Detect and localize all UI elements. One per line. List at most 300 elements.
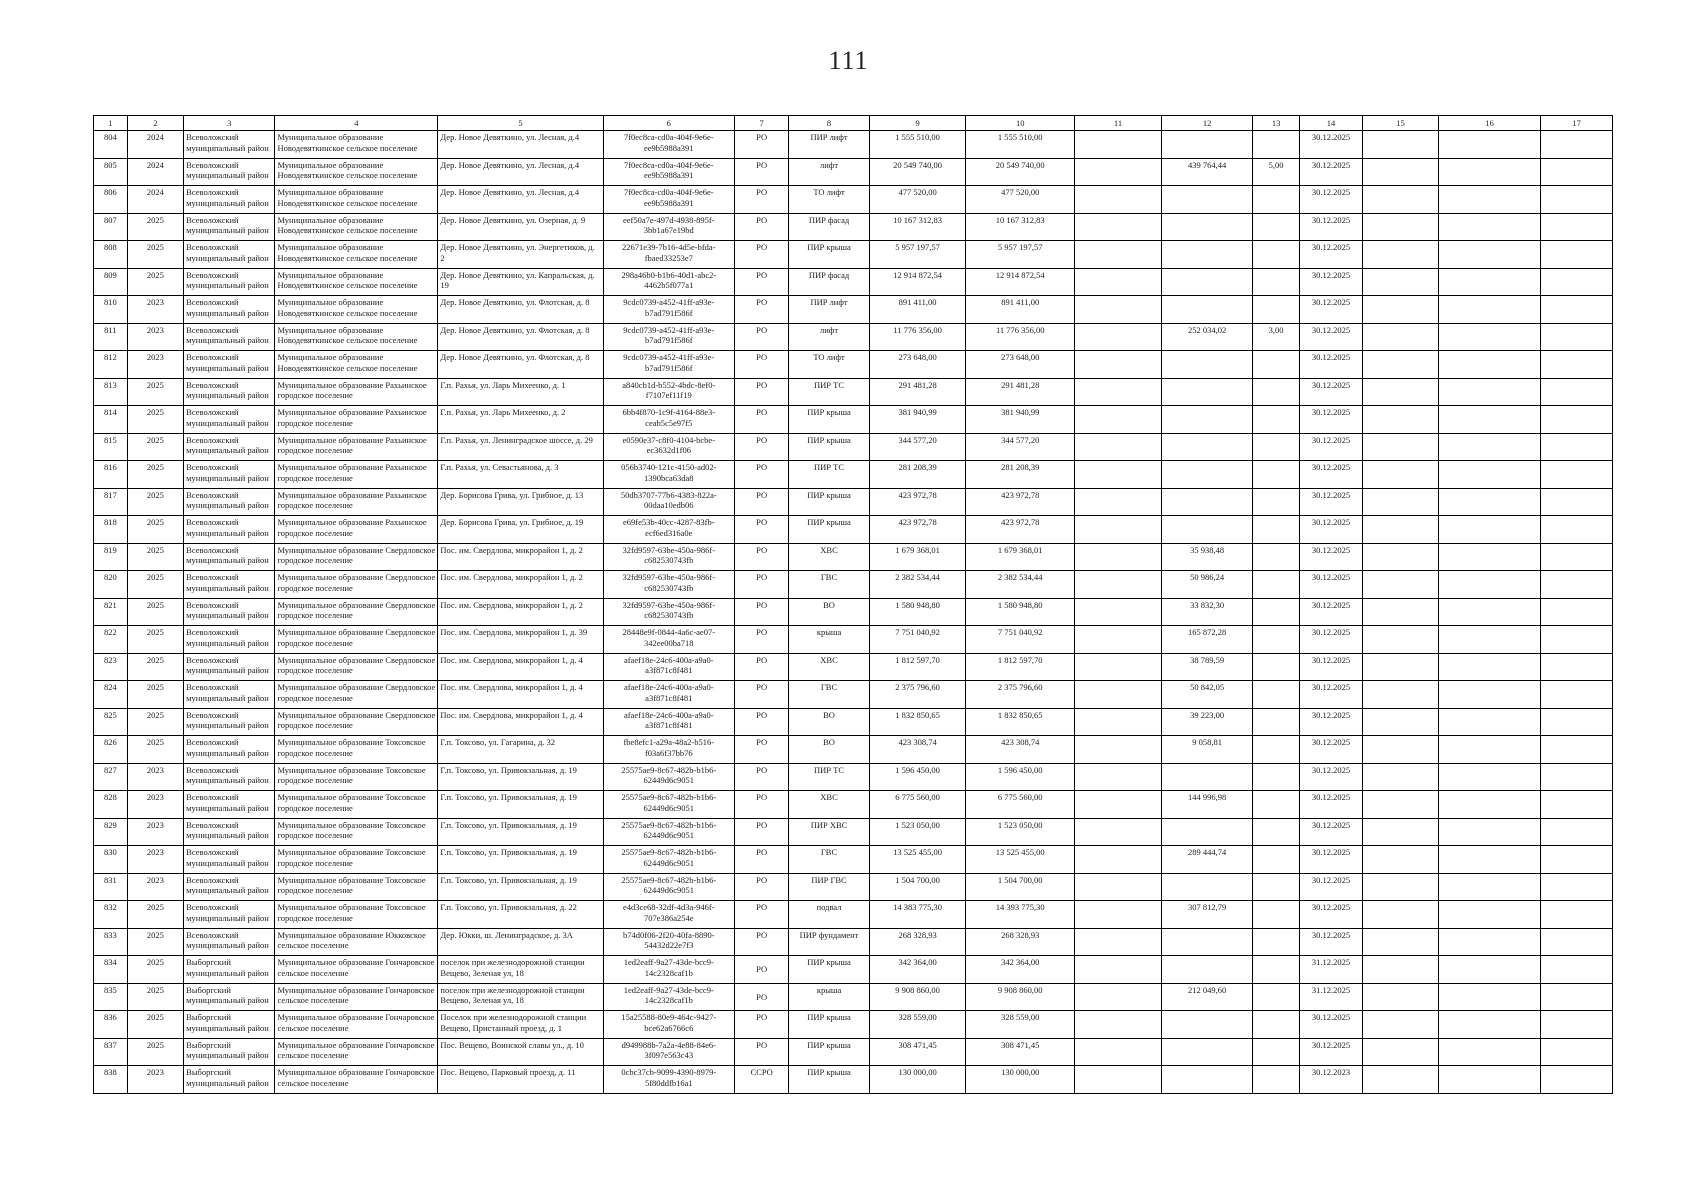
cell-guid: 15a25588-80e9-464c-9427-bce62a6766c6 — [603, 1011, 734, 1039]
cell-guid: 25575ae9-8c67-482b-b1b6-62449d6c9051 — [603, 818, 734, 846]
cell-col-13 — [1253, 983, 1300, 1011]
cell-work-type: ПИР ХВС — [789, 818, 869, 846]
column-header: 1 — [94, 116, 128, 131]
cell-address: Дер. Новое Девяткино, ул. Лесная, д.4 — [438, 186, 603, 214]
cell-number: 805 — [94, 158, 128, 186]
cell-guid: 6bb4f870-1c9f-4164-88e3-ceab5c5e97f5 — [603, 406, 734, 434]
cell-guid: afaef18e-24c6-400a-a9a0-a3f871c8f481 — [603, 681, 734, 709]
cell-col-13: 3,00 — [1253, 323, 1300, 351]
cell-source: РО — [735, 983, 789, 1011]
cell-col-16 — [1439, 901, 1541, 929]
cell-col-15 — [1362, 818, 1438, 846]
cell-col-15 — [1362, 708, 1438, 736]
cell-col-12 — [1161, 956, 1252, 984]
cell-col-17 — [1541, 433, 1613, 461]
cell-district: Всеволожский муниципальный район — [184, 653, 275, 681]
cell-guid: 32fd9597-63be-450a-986f-c682530743fb — [603, 598, 734, 626]
cell-district: Всеволожский муниципальный район — [184, 736, 275, 764]
cell-col-13 — [1253, 378, 1300, 406]
cell-source: РО — [735, 653, 789, 681]
cell-col-15 — [1362, 653, 1438, 681]
table-row — [94, 406, 1613, 434]
cell-source: РО — [735, 241, 789, 269]
cell-number: 836 — [94, 1011, 128, 1039]
cell-source: РО — [735, 488, 789, 516]
cell-col-17 — [1541, 983, 1613, 1011]
cell-address: Дер. Новое Девяткино, ул. Озерная, д. 9 — [438, 213, 603, 241]
column-header: 7 — [735, 116, 789, 131]
cell-col-12 — [1161, 461, 1252, 489]
cell-source: РО — [735, 736, 789, 764]
cell-col-12: 439 764,44 — [1161, 158, 1252, 186]
cell-col-16 — [1439, 241, 1541, 269]
cell-col-12 — [1161, 516, 1252, 544]
cell-deadline: 30.12.2025 — [1299, 296, 1362, 324]
cell-municipality: Муниципальное образование Свердловское городское поселение — [275, 653, 438, 681]
cell-cost-total: 1 812 597,70 — [966, 653, 1075, 681]
cell-col-15 — [1362, 433, 1438, 461]
cell-deadline: 31.12.2025 — [1299, 956, 1362, 984]
cell-col-12 — [1161, 763, 1252, 791]
cell-source: РО — [735, 846, 789, 874]
cell-guid: afaef18e-24c6-400a-a9a0-a3f871c8f481 — [603, 708, 734, 736]
cell-cost: 344 577,20 — [869, 433, 966, 461]
cell-source: РО — [735, 818, 789, 846]
cell-municipality: Муниципальное образование Свердловское городское поселение — [275, 626, 438, 654]
cell-col-15 — [1362, 186, 1438, 214]
cell-municipality: Муниципальное образование Токсовское городское поселение — [275, 846, 438, 874]
cell-col-16 — [1439, 571, 1541, 599]
cell-municipality: Муниципальное образование Гончаровское сельское поселение — [275, 983, 438, 1011]
cell-number: 804 — [94, 131, 128, 159]
cell-col-11 — [1075, 901, 1162, 929]
cell-work-type: ПИР крыша — [789, 433, 869, 461]
table-row — [94, 268, 1613, 296]
cell-cost: 328 559,00 — [869, 1011, 966, 1039]
cell-municipality: Муниципальное образование Токсовское городское поселение — [275, 763, 438, 791]
cell-district: Всеволожский муниципальный район — [184, 571, 275, 599]
cell-col-13 — [1253, 543, 1300, 571]
cell-number: 817 — [94, 488, 128, 516]
cell-col-13 — [1253, 488, 1300, 516]
cell-col-12: 307 812,79 — [1161, 901, 1252, 929]
cell-col-13 — [1253, 571, 1300, 599]
cell-guid: 32fd9597-63be-450a-986f-c682530743fb — [603, 571, 734, 599]
cell-cost-total: 1 580 948,80 — [966, 598, 1075, 626]
cell-col-11 — [1075, 653, 1162, 681]
cell-cost-total: 344 577,20 — [966, 433, 1075, 461]
cell-col-17 — [1541, 186, 1613, 214]
table-row — [94, 158, 1613, 186]
column-header: 8 — [789, 116, 869, 131]
cell-col-12 — [1161, 378, 1252, 406]
cell-district: Всеволожский муниципальный район — [184, 131, 275, 159]
cell-address: Пос. Вещево, Воинской славы ул., д. 10 — [438, 1038, 603, 1066]
cell-col-12: 35 938,48 — [1161, 543, 1252, 571]
column-header: 6 — [603, 116, 734, 131]
cell-work-type: ПИР фасад — [789, 268, 869, 296]
cell-number: 813 — [94, 378, 128, 406]
cell-col-17 — [1541, 351, 1613, 379]
cell-col-12: 38 789,59 — [1161, 653, 1252, 681]
cell-work-type: ГВС — [789, 571, 869, 599]
cell-cost: 6 775 560,00 — [869, 791, 966, 819]
cell-col-12 — [1161, 268, 1252, 296]
cell-municipality: Муниципальное образование Свердловское городское поселение — [275, 571, 438, 599]
cell-number: 812 — [94, 351, 128, 379]
cell-cost: 14 383 775,30 — [869, 901, 966, 929]
cell-cost-total: 5 957 197,57 — [966, 241, 1075, 269]
cell-cost: 130 000,00 — [869, 1066, 966, 1094]
cell-deadline: 30.12.2025 — [1299, 516, 1362, 544]
cell-municipality: Муниципальное образование Свердловское городское поселение — [275, 708, 438, 736]
cell-col-16 — [1439, 681, 1541, 709]
cell-guid: eef50a7e-497d-4938-895f-3bb1a67e19bd — [603, 213, 734, 241]
cell-col-12: 289 444,74 — [1161, 846, 1252, 874]
cell-col-13 — [1253, 598, 1300, 626]
cell-work-type: ПИР крыша — [789, 516, 869, 544]
column-header: 11 — [1075, 116, 1162, 131]
cell-number: 821 — [94, 598, 128, 626]
cell-col-15 — [1362, 956, 1438, 984]
cell-deadline: 30.12.2025 — [1299, 1011, 1362, 1039]
cell-cost: 5 957 197,57 — [869, 241, 966, 269]
table-row — [94, 736, 1613, 764]
cell-cost-total: 12 914 872,54 — [966, 268, 1075, 296]
cell-work-type: ПИР крыша — [789, 241, 869, 269]
cell-col-16 — [1439, 543, 1541, 571]
cell-col-11 — [1075, 1038, 1162, 1066]
cell-municipality: Муниципальное образование Новодевяткинское сельское поселение — [275, 131, 438, 159]
cell-source: РО — [735, 213, 789, 241]
column-header: 2 — [127, 116, 184, 131]
cell-address: Дер. Новое Девяткино, ул. Флотская, д. 8 — [438, 351, 603, 379]
cell-number: 831 — [94, 873, 128, 901]
cell-deadline: 30.12.2025 — [1299, 131, 1362, 159]
cell-district: Всеволожский муниципальный район — [184, 846, 275, 874]
cell-col-13 — [1253, 763, 1300, 791]
table-body — [94, 131, 1613, 1094]
cell-source: РО — [735, 406, 789, 434]
cell-district: Всеволожский муниципальный район — [184, 708, 275, 736]
cell-source: РО — [735, 378, 789, 406]
cell-address: Г.п. Рахья, ул. Ларь Михеенко, д. 2 — [438, 406, 603, 434]
cell-col-12 — [1161, 241, 1252, 269]
cell-col-15 — [1362, 983, 1438, 1011]
table-row — [94, 653, 1613, 681]
cell-source: РО — [735, 461, 789, 489]
cell-col-17 — [1541, 598, 1613, 626]
cell-municipality: Муниципальное образование Новодевяткинское сельское поселение — [275, 213, 438, 241]
cell-cost-total: 423 308,74 — [966, 736, 1075, 764]
cell-col-11 — [1075, 543, 1162, 571]
cell-deadline: 30.12.2025 — [1299, 378, 1362, 406]
cell-address: Поселок при железнодорожной станции Вещево, Пристанный проезд, д. 1 — [438, 1011, 603, 1039]
cell-cost-total: 7 751 040,92 — [966, 626, 1075, 654]
cell-col-11 — [1075, 406, 1162, 434]
cell-guid: 7f0ec8ca-cd0a-404f-9e6e-ee9b5988a391 — [603, 131, 734, 159]
cell-col-15 — [1362, 763, 1438, 791]
table-row — [94, 571, 1613, 599]
table-row — [94, 516, 1613, 544]
cell-work-type: ПИР крыша — [789, 956, 869, 984]
cell-guid: 0cbc37cb-9099-4390-8979-5f80ddfb16a1 — [603, 1066, 734, 1094]
cell-deadline: 30.12.2025 — [1299, 1038, 1362, 1066]
cell-cost-total: 477 520,00 — [966, 186, 1075, 214]
cell-municipality: Муниципальное образование Новодевяткинское сельское поселение — [275, 323, 438, 351]
cell-deadline: 30.12.2025 — [1299, 681, 1362, 709]
cell-year: 2025 — [127, 268, 184, 296]
cell-year: 2025 — [127, 983, 184, 1011]
cell-col-17 — [1541, 406, 1613, 434]
cell-cost: 891 411,00 — [869, 296, 966, 324]
cell-district: Выборгский муниципальный район — [184, 956, 275, 984]
cell-cost-total: 1 555 510,00 — [966, 131, 1075, 159]
cell-year: 2023 — [127, 818, 184, 846]
cell-col-11 — [1075, 296, 1162, 324]
cell-district: Всеволожский муниципальный район — [184, 433, 275, 461]
cell-col-15 — [1362, 1066, 1438, 1094]
cell-col-13 — [1253, 268, 1300, 296]
cell-work-type: ГВС — [789, 681, 869, 709]
cell-guid: b74d0f06-2f20-40fa-8890-54432d22e7f3 — [603, 928, 734, 956]
cell-col-17 — [1541, 323, 1613, 351]
cell-col-13 — [1253, 406, 1300, 434]
cell-municipality: Муниципальное образование Новодевяткинское сельское поселение — [275, 186, 438, 214]
cell-col-12: 165 872,28 — [1161, 626, 1252, 654]
cell-district: Всеволожский муниципальный район — [184, 158, 275, 186]
cell-municipality: Муниципальное образование Токсовское городское поселение — [275, 736, 438, 764]
cell-col-16 — [1439, 213, 1541, 241]
cell-cost-total: 2 375 796,60 — [966, 681, 1075, 709]
table-row — [94, 543, 1613, 571]
table-row — [94, 433, 1613, 461]
cell-deadline: 30.12.2025 — [1299, 268, 1362, 296]
cell-col-12 — [1161, 296, 1252, 324]
cell-col-11 — [1075, 598, 1162, 626]
column-header: 12 — [1161, 116, 1252, 131]
cell-col-11 — [1075, 873, 1162, 901]
cell-col-13 — [1253, 873, 1300, 901]
register-table — [93, 115, 1613, 1094]
column-header: 10 — [966, 116, 1075, 131]
cell-source: РО — [735, 1011, 789, 1039]
cell-source: РО — [735, 296, 789, 324]
cell-col-12 — [1161, 213, 1252, 241]
cell-col-12: 252 034,02 — [1161, 323, 1252, 351]
cell-municipality: Муниципальное образование Гончаровское сельское поселение — [275, 1038, 438, 1066]
cell-col-12 — [1161, 488, 1252, 516]
cell-address: Дер. Борисова Грива, ул. Грибное, д. 13 — [438, 488, 603, 516]
cell-municipality: Муниципальное образование Рахьинское городское поселение — [275, 406, 438, 434]
cell-guid: 9cdc0739-a452-41ff-a93e-b7ad791f586f — [603, 296, 734, 324]
cell-col-15 — [1362, 296, 1438, 324]
cell-col-12: 50 986,24 — [1161, 571, 1252, 599]
table-row — [94, 1038, 1613, 1066]
cell-work-type: подвал — [789, 901, 869, 929]
cell-col-16 — [1439, 791, 1541, 819]
cell-col-17 — [1541, 653, 1613, 681]
cell-deadline: 30.12.2025 — [1299, 488, 1362, 516]
cell-district: Всеволожский муниципальный район — [184, 296, 275, 324]
cell-district: Всеволожский муниципальный район — [184, 186, 275, 214]
cell-guid: e69fe53b-40cc-4287-83fb-ecf6ed316a0e — [603, 516, 734, 544]
cell-work-type: ПИР крыша — [789, 1038, 869, 1066]
cell-col-11 — [1075, 131, 1162, 159]
cell-cost-total: 13 525 455,00 — [966, 846, 1075, 874]
cell-number: 822 — [94, 626, 128, 654]
cell-col-17 — [1541, 268, 1613, 296]
cell-cost: 423 972,78 — [869, 488, 966, 516]
cell-number: 815 — [94, 433, 128, 461]
cell-col-15 — [1362, 461, 1438, 489]
cell-guid: 1ed2eaff-9a27-43de-bcc9-14c2328caf1b — [603, 956, 734, 984]
cell-col-15 — [1362, 928, 1438, 956]
cell-guid: 9cdc0739-a452-41ff-a93e-b7ad791f586f — [603, 323, 734, 351]
cell-col-11 — [1075, 956, 1162, 984]
cell-cost-total: 273 648,00 — [966, 351, 1075, 379]
cell-col-15 — [1362, 846, 1438, 874]
cell-col-16 — [1439, 323, 1541, 351]
cell-col-11 — [1075, 433, 1162, 461]
cell-address: Пос. им. Свердлова, микрорайон 1, д. 2 — [438, 543, 603, 571]
cell-col-15 — [1362, 681, 1438, 709]
cell-address: Г.п. Рахья, ул. Севастьянова, д. 3 — [438, 461, 603, 489]
cell-address: Дер. Новое Девяткино, ул. Энергетиков, д. 2 — [438, 241, 603, 269]
cell-col-17 — [1541, 1066, 1613, 1094]
cell-col-16 — [1439, 736, 1541, 764]
cell-deadline: 30.12.2025 — [1299, 241, 1362, 269]
cell-cost: 423 972,78 — [869, 516, 966, 544]
cell-number: 830 — [94, 846, 128, 874]
cell-col-11 — [1075, 1011, 1162, 1039]
cell-district: Всеволожский муниципальный район — [184, 461, 275, 489]
cell-number: 823 — [94, 653, 128, 681]
cell-guid: 28448e9f-0844-4a6c-ae07-342ee00ba718 — [603, 626, 734, 654]
cell-col-11 — [1075, 323, 1162, 351]
cell-guid: 32fd9597-63be-450a-986f-c682530743fb — [603, 543, 734, 571]
table-row — [94, 983, 1613, 1011]
cell-source: РО — [735, 873, 789, 901]
cell-cost: 342 364,00 — [869, 956, 966, 984]
cell-work-type: ПИР лифт — [789, 131, 869, 159]
cell-municipality: Муниципальное образование Свердловское городское поселение — [275, 543, 438, 571]
cell-col-16 — [1439, 268, 1541, 296]
cell-col-12 — [1161, 406, 1252, 434]
cell-col-13 — [1253, 351, 1300, 379]
cell-cost: 291 481,28 — [869, 378, 966, 406]
cell-guid: 7f0ec8ca-cd0a-404f-9e6e-ee9b5988a391 — [603, 186, 734, 214]
table-row — [94, 131, 1613, 159]
cell-year: 2025 — [127, 571, 184, 599]
cell-deadline: 30.12.2025 — [1299, 543, 1362, 571]
cell-source: РО — [735, 351, 789, 379]
cell-guid: 1ed2eaff-9a27-43de-bcc9-14c2328caf1b — [603, 983, 734, 1011]
cell-deadline: 30.12.2025 — [1299, 653, 1362, 681]
cell-work-type: ТО лифт — [789, 351, 869, 379]
cell-district: Всеволожский муниципальный район — [184, 626, 275, 654]
cell-municipality: Муниципальное образование Гончаровское сельское поселение — [275, 1011, 438, 1039]
cell-cost: 1 523 050,00 — [869, 818, 966, 846]
cell-cost: 308 471,45 — [869, 1038, 966, 1066]
cell-col-12 — [1161, 433, 1252, 461]
cell-source: РО — [735, 626, 789, 654]
cell-col-16 — [1439, 406, 1541, 434]
cell-col-13 — [1253, 1066, 1300, 1094]
cell-guid: 9cdc0739-a452-41ff-a93e-b7ad791f586f — [603, 351, 734, 379]
cell-col-16 — [1439, 433, 1541, 461]
cell-address: Г.п. Токсово, ул. Привокзальная, д. 19 — [438, 846, 603, 874]
cell-col-15 — [1362, 901, 1438, 929]
cell-municipality: Муниципальное образование Рахьинское городское поселение — [275, 433, 438, 461]
cell-cost-total: 342 364,00 — [966, 956, 1075, 984]
table-row — [94, 1011, 1613, 1039]
cell-col-16 — [1439, 461, 1541, 489]
cell-deadline: 30.12.2025 — [1299, 873, 1362, 901]
cell-deadline: 30.12.2025 — [1299, 901, 1362, 929]
cell-deadline: 30.12.2025 — [1299, 158, 1362, 186]
cell-deadline: 31.12.2025 — [1299, 983, 1362, 1011]
cell-col-16 — [1439, 873, 1541, 901]
cell-col-12: 9 058,81 — [1161, 736, 1252, 764]
cell-col-12 — [1161, 1011, 1252, 1039]
cell-col-15 — [1362, 488, 1438, 516]
cell-col-15 — [1362, 1011, 1438, 1039]
cell-number: 809 — [94, 268, 128, 296]
cell-cost-total: 2 382 534,44 — [966, 571, 1075, 599]
cell-col-11 — [1075, 516, 1162, 544]
cell-work-type: ГВС — [789, 846, 869, 874]
cell-col-13 — [1253, 681, 1300, 709]
cell-deadline: 30.12.2025 — [1299, 736, 1362, 764]
cell-district: Всеволожский муниципальный район — [184, 681, 275, 709]
cell-col-11 — [1075, 571, 1162, 599]
cell-municipality: Муниципальное образование Рахьинское городское поселение — [275, 461, 438, 489]
cell-guid: 7f0ec8ca-cd0a-404f-9e6e-ee9b5988a391 — [603, 158, 734, 186]
cell-work-type: ВО — [789, 708, 869, 736]
column-header: 3 — [184, 116, 275, 131]
cell-address: Г.п. Токсово, ул. Гагарина, д. 32 — [438, 736, 603, 764]
cell-address: Дер. Борисова Грива, ул. Грибное, д. 19 — [438, 516, 603, 544]
cell-cost-total: 281 208,39 — [966, 461, 1075, 489]
cell-deadline: 30.12.2025 — [1299, 763, 1362, 791]
cell-municipality: Муниципальное образование Новодевяткинское сельское поселение — [275, 351, 438, 379]
cell-col-15 — [1362, 516, 1438, 544]
cell-cost: 7 751 040,92 — [869, 626, 966, 654]
cell-year: 2023 — [127, 846, 184, 874]
cell-district: Всеволожский муниципальный район — [184, 268, 275, 296]
table-row — [94, 186, 1613, 214]
cell-guid: 25575ae9-8c67-482b-b1b6-62449d6c9051 — [603, 763, 734, 791]
column-header: 4 — [275, 116, 438, 131]
cell-address: Пос. им. Свердлова, микрорайон 1, д. 4 — [438, 653, 603, 681]
cell-col-12: 50 842,05 — [1161, 681, 1252, 709]
cell-cost-total: 381 940,99 — [966, 406, 1075, 434]
cell-col-17 — [1541, 873, 1613, 901]
cell-source: РО — [735, 681, 789, 709]
cell-municipality: Муниципальное образование Новодевяткинское сельское поселение — [275, 296, 438, 324]
cell-col-17 — [1541, 296, 1613, 324]
cell-col-15 — [1362, 873, 1438, 901]
cell-cost-total: 423 972,78 — [966, 516, 1075, 544]
cell-col-13 — [1253, 901, 1300, 929]
cell-cost: 1 832 850,65 — [869, 708, 966, 736]
cell-col-11 — [1075, 158, 1162, 186]
cell-guid: afaef18e-24c6-400a-a9a0-a3f871c8f481 — [603, 653, 734, 681]
cell-district: Всеволожский муниципальный район — [184, 598, 275, 626]
cell-col-11 — [1075, 1066, 1162, 1094]
cell-col-13 — [1253, 516, 1300, 544]
